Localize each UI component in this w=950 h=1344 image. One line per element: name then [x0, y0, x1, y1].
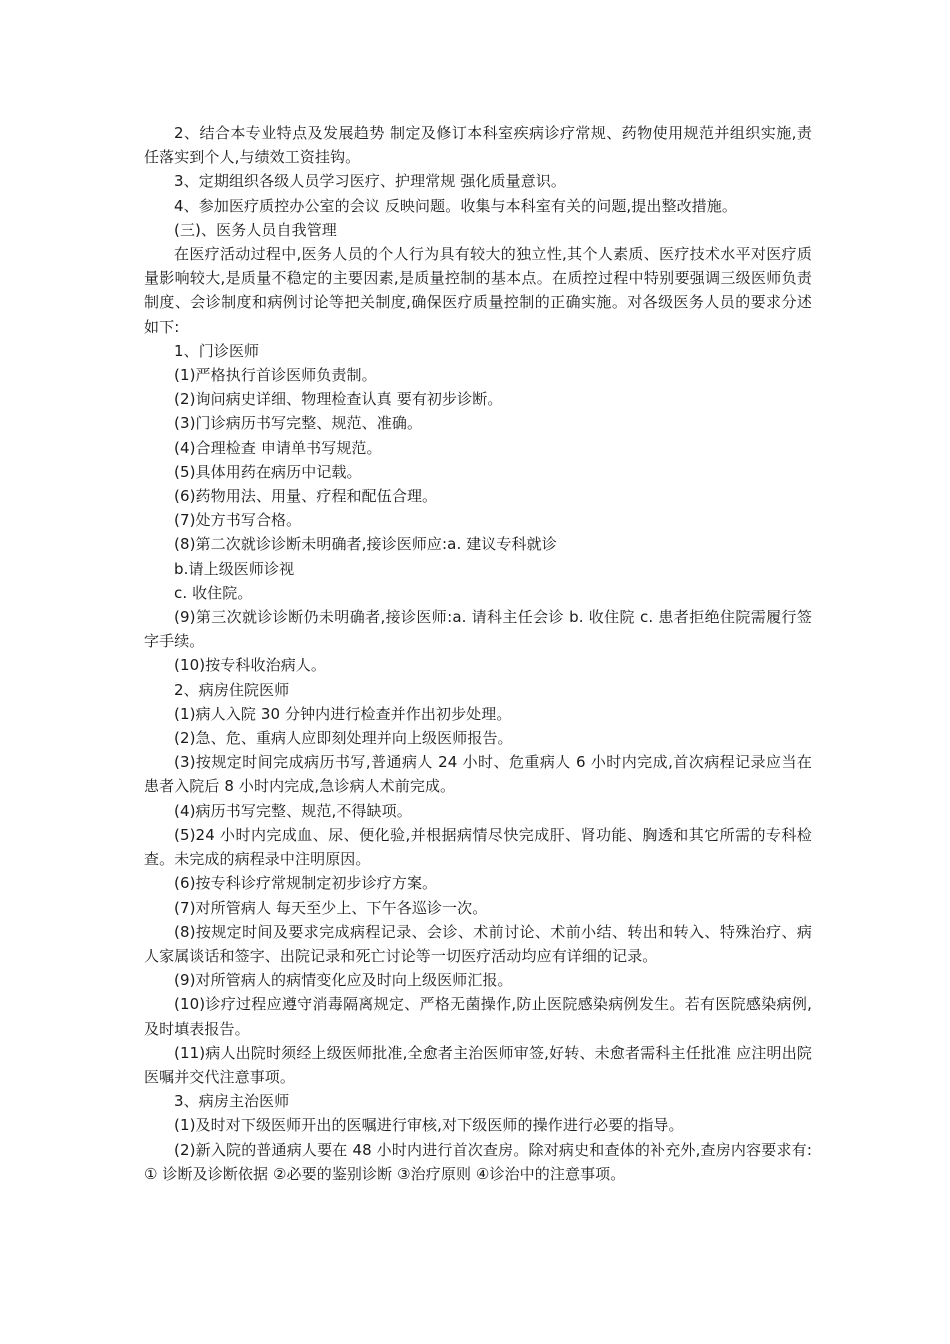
list-item: (4)合理检查 申请单书写规范。	[174, 438, 382, 457]
list-item: (1)及时对下级医师开出的医嘱进行审核,对下级医师的操作进行必要的指导。	[174, 1116, 684, 1135]
list-item: (5)24 小时内完成血、尿、便化验,并根据病情尽快完成肝、肾功能、胸透和其它所需的专科检查。未完成的病程录中注明原因。	[144, 825, 812, 869]
list-item: (6)按专科诊疗常规制定初步诊疗方案。	[174, 874, 438, 893]
paragraph: 2、结合本专业特点及发展趋势 制定及修订本科室疾病诊疗常规、药物使用规范并组织实施,责任落实到个人,与绩效工资挂钩。	[144, 124, 812, 167]
list-item: (1)病人入院 30 分钟内进行检查并作出初步处理。	[174, 704, 512, 723]
list-item: (7)对所管病人 每天至少上、下午各巡诊一次。	[174, 898, 488, 917]
list-item: (9)第三次就诊诊断仍未明确者,接诊医师:a. 请科主任会诊 b. 收住院 c. 患者拒绝住院需履行签字手续。	[144, 608, 812, 651]
list-item: (11)病人出院时须经上级医师批准,全愈者主治医师审签,好转、未愈者需科主任批准 应注明出院医嘱并交代注意事项。	[144, 1043, 812, 1086]
list-item: (8)第二次就诊诊断未明确者,接诊医师应:a. 建议专科就诊	[174, 535, 557, 554]
paragraph: 3、定期组织各级人员学习医疗、护理常规 强化质量意识。	[174, 172, 567, 191]
list-item: (10)诊疗过程应遵守消毒隔离规定、严格无菌操作,防止医院感染病例发生。若有医院感染病例,及时填表报告。	[144, 995, 812, 1038]
list-item: c. 收住院。	[174, 583, 253, 602]
subsection-heading: 3、病房主治医师	[174, 1092, 290, 1111]
list-item: (8)按规定时间及要求完成病程记录、会诊、术前讨论、术前小结、转出和转入、特殊治疗、病人家属谈话和签字、出院记录和死亡讨论等一切医疗活动均应有详细的记录。	[144, 922, 812, 965]
list-item: (9)对所管病人的病情变化应及时向上级医师汇报。	[174, 971, 513, 990]
subsection-heading: 2、病房住院医师	[174, 680, 290, 699]
list-item: (3)按规定时间完成病历书写,普通病人 24 小时、危重病人 6 小时内完成,首次病程记录应当在患者入院后 8 小时内完成,急诊病人术前完成。	[144, 753, 812, 796]
list-item: (4)病历书写完整、规范,不得缺项。	[174, 801, 412, 820]
paragraph: 在医疗活动过程中,医务人员的个人行为具有较大的独立性,其个人素质、医疗技术水平对医疗质量影响较大,是质量不稳定的主要因素,是质量控制的基本点。在质控过程中特别要强调三级医师负责制度、会诊制度和病例讨论等把关制度,确保医疗质量控制的正确实施。对各级医务人员的要求分述如下:	[144, 245, 812, 336]
list-item: (3)门诊病历书写完整、规范、准确。	[174, 414, 423, 433]
paragraph: 4、参加医疗质控办公室的会议 反映问题。收集与本科室有关的问题,提出整改措施。	[174, 196, 737, 215]
list-item: (6)药物用法、用量、疗程和配伍合理。	[174, 487, 438, 506]
list-item: (2)急、危、重病人应即刻处理并向上级医师报告。	[174, 729, 513, 748]
list-item: (2)新入院的普通病人要在 48 小时内进行首次查房。除对病史和查体的补充外,查房内容要求有:① 诊断及诊断依据 ②必要的鉴别诊断 ③治疗原则 ④诊治中的注意事项。	[144, 1140, 812, 1183]
document-body	[144, 121, 812, 1186]
list-item: (5)具体用药在病历中记载。	[174, 462, 362, 481]
list-item: (7)处方书写合格。	[174, 511, 302, 530]
subsection-heading: 1、门诊医师	[174, 341, 260, 360]
list-item: b.请上级医师诊视	[174, 559, 295, 578]
list-item: (2)询问病史详细、物理检查认真 要有初步诊断。	[174, 390, 503, 409]
list-item: (1)严格执行首诊医师负责制。	[174, 366, 377, 385]
list-item: (10)按专科收治病人。	[174, 656, 326, 675]
section-heading: (三)、医务人员自我管理	[174, 220, 337, 239]
